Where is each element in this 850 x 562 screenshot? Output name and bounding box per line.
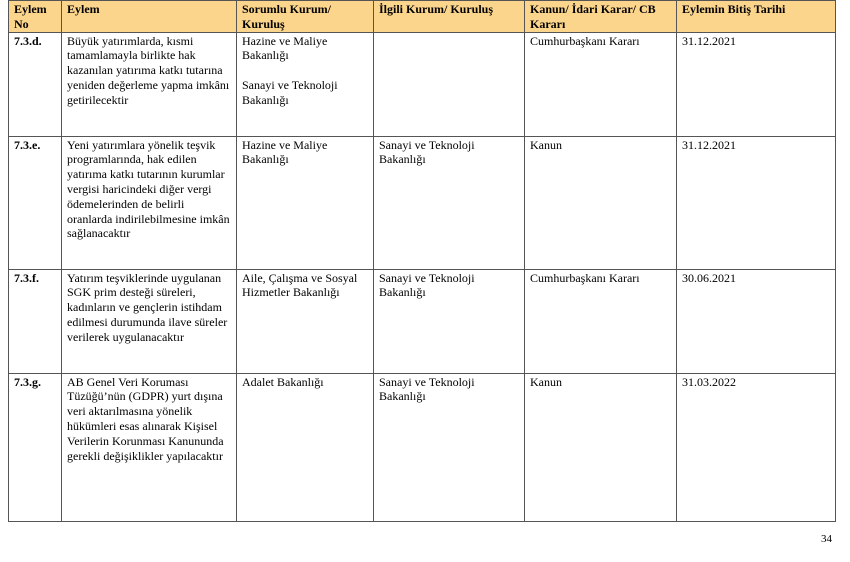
cell-karar-turu: Cumhurbaşkanı Kararı [525, 32, 677, 136]
table-row [9, 269, 836, 373]
header-sorumlu-kurum: Sorumlu Kurum/ Kuruluş [237, 1, 374, 33]
header-karar-turu: Kanun/ İdari Karar/ CB Kararı [525, 1, 677, 33]
cell-karar-turu: Kanun [525, 136, 677, 269]
cell-eylem-no: 7.3.f. [9, 269, 62, 373]
header-ilgili-kurum: İlgili Kurum/ Kuruluş [374, 1, 525, 33]
table-row [9, 373, 836, 521]
cell-sorumlu-kurum: Adalet Bakanlığı [237, 373, 374, 521]
cell-bitis-tarihi: 30.06.2021 [677, 269, 836, 373]
cell-ilgili-kurum: Sanayi ve Teknoloji Bakanlığı [374, 373, 525, 521]
cell-eylem-no: 7.3.d. [9, 32, 62, 136]
cell-eylem: Büyük yatırımlarda, kısmi tamamlamayla birlikte hak kazanılan yatırıma katkı tutarına yeniden değerleme yapma imkânı getirilecektir [62, 32, 237, 136]
table-header-row [9, 1, 836, 33]
cell-karar-turu: Cumhurbaşkanı Kararı [525, 269, 677, 373]
cell-bitis-tarihi: 31.03.2022 [677, 373, 836, 521]
cell-bitis-tarihi: 31.12.2021 [677, 32, 836, 136]
cell-ilgili-kurum [374, 32, 525, 136]
cell-eylem-no: 7.3.g. [9, 373, 62, 521]
table-row [9, 32, 836, 136]
header-eylem-no: Eylem No [9, 1, 62, 33]
header-bitis-tarihi: Eylemin Bitiş Tarihi [677, 1, 836, 33]
page-number: 34 [821, 533, 832, 545]
cell-eylem: Yeni yatırımlara yönelik teşvik programlarında, hak edilen yatırıma katkı tutarının kurumlar vergisi haricindeki diğer vergi ödemelerinden de belirli oranlarda indirilebilmesine imkân sağlanacaktır [62, 136, 237, 269]
cell-eylem: Yatırım teşviklerinde uygulanan SGK prim desteği süreleri, kadınların ve gençlerin istihdam edilmesi durumunda ilave süreler verilerek uygulanacaktır [62, 269, 237, 373]
cell-ilgili-kurum: Sanayi ve Teknoloji Bakanlığı [374, 269, 525, 373]
cell-karar-turu: Kanun [525, 373, 677, 521]
cell-bitis-tarihi: 31.12.2021 [677, 136, 836, 269]
cell-ilgili-kurum: Sanayi ve Teknoloji Bakanlığı [374, 136, 525, 269]
table-row [9, 136, 836, 269]
cell-sorumlu-kurum: Hazine ve Maliye Bakanlığı Sanayi ve Teknoloji Bakanlığı [237, 32, 374, 136]
action-plan-table [8, 0, 836, 522]
header-eylem: Eylem [62, 1, 237, 33]
cell-sorumlu-kurum: Aile, Çalışma ve Sosyal Hizmetler Bakanlığı [237, 269, 374, 373]
cell-sorumlu-kurum: Hazine ve Maliye Bakanlığı [237, 136, 374, 269]
cell-eylem: AB Genel Veri Koruması Tüzüğü’nün (GDPR) yurt dışına veri aktarılmasına yönelik hükümleri esas alınarak Kişisel Verilerin Korunması Kanununda gerekli değişiklikler yapılacaktır [62, 373, 237, 521]
cell-eylem-no: 7.3.e. [9, 136, 62, 269]
